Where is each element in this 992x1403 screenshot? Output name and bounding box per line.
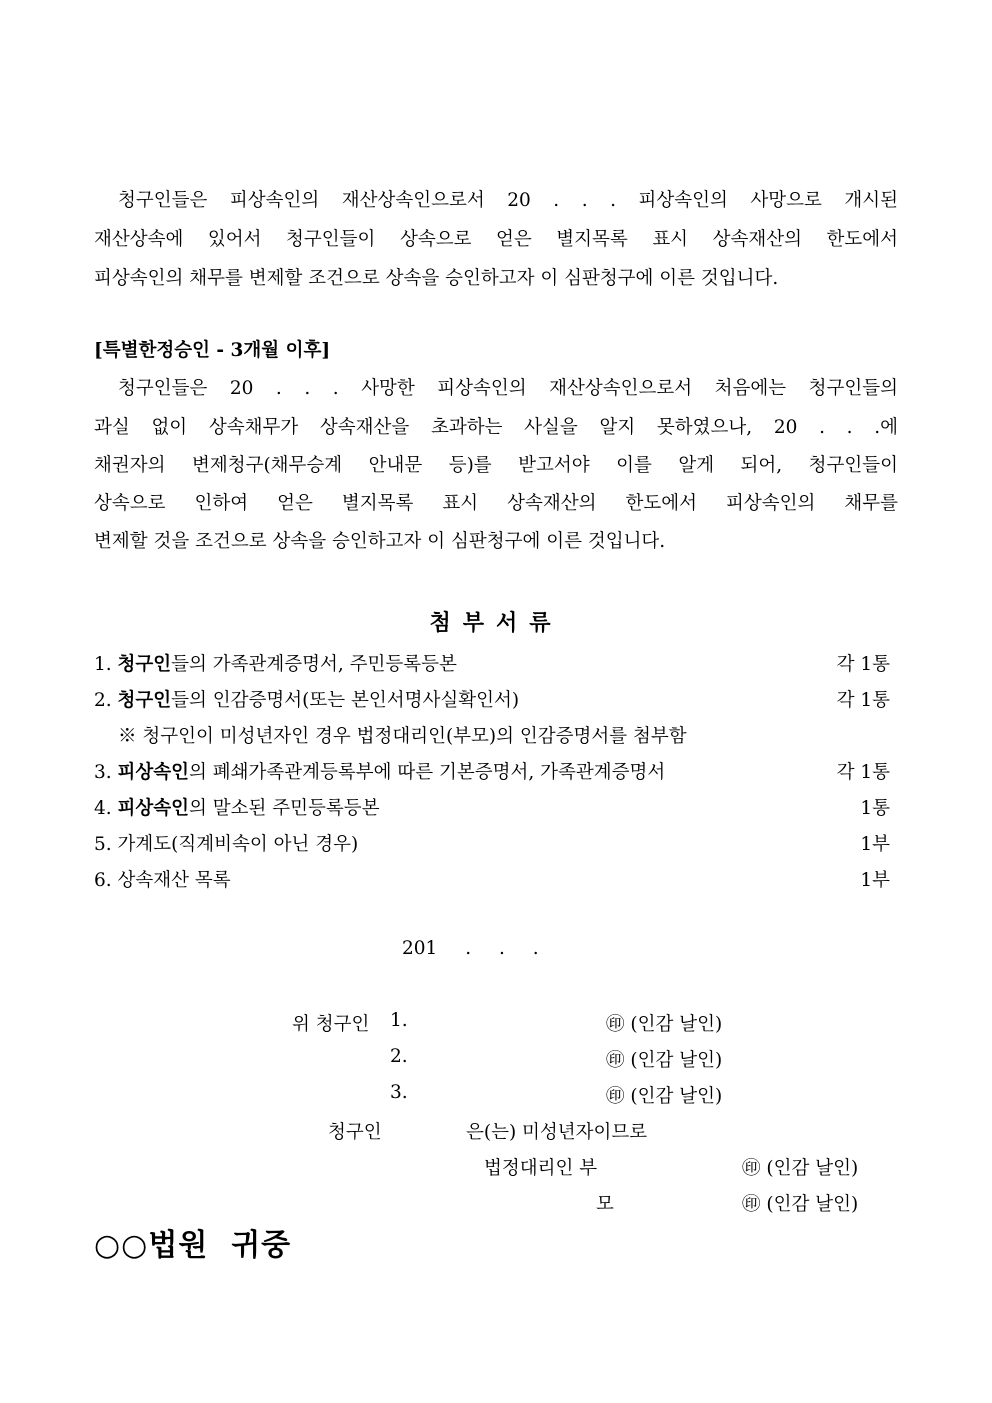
- item-text: 가계도(직계비속이 아닌 경우): [117, 834, 359, 855]
- guardian-mother-seal: ㊞ (인감 날인): [742, 1194, 859, 1215]
- item-bold: 피상속인: [117, 798, 190, 819]
- intro-line-3: 피상속인의 채무를 변제할 조건으로 상속을 승인하고자 이 심판청구에 이른 것입니다.: [94, 268, 779, 289]
- signer-number-3: 3.: [390, 1082, 408, 1103]
- item-text: 의 말소된 주민등록등본: [189, 798, 380, 819]
- intro-line-2: 재산상속에 있어서 청구인들이 상속으로 얻은 별지목록 표시 상속재산의 한도에서: [94, 229, 898, 250]
- signer-seal-1: ㊞ (인감 날인): [606, 1014, 723, 1035]
- attachment-qty-6: 1부: [860, 870, 890, 891]
- item-number: 1.: [94, 654, 112, 675]
- attachment-item-4: [94, 794, 380, 820]
- item-text: 의 폐쇄가족관계등록부에 따른 기본증명서, 가족관계증명서: [189, 762, 666, 783]
- item-number: 2.: [94, 690, 112, 711]
- item-text: 들의 가족관계증명서, 주민등록등본: [171, 654, 457, 675]
- item-number: 6.: [94, 870, 112, 891]
- attachment-qty-2: 각 1통: [836, 690, 890, 711]
- special-line-3: 채권자의 변제청구(채무승계 안내문 등)를 받고서야 이를 알게 되어, 청구인들이: [94, 455, 898, 476]
- attachment-item-2: [94, 686, 519, 712]
- signer-number-2: 2.: [390, 1046, 408, 1067]
- attachments-title: 첨부서류: [429, 610, 563, 636]
- signer-number-1: 1.: [390, 1010, 408, 1031]
- attachment-qty-1: 각 1통: [836, 654, 890, 675]
- item-text: 상속재산 목록: [117, 870, 231, 891]
- signer-seal-3: ㊞ (인감 날인): [606, 1086, 723, 1107]
- attachment-qty-5: 1부: [860, 834, 890, 855]
- date-line: 201 . . .: [402, 938, 539, 959]
- court-addressee: ○○법원 귀중: [94, 1228, 292, 1263]
- intro-line-1: 청구인들은 피상속인의 재산상속인으로서 20 . . . 피상속인의 사망으로 개시된: [118, 190, 898, 211]
- attachment-qty-3: 각 1통: [836, 762, 890, 783]
- special-line-5: 변제할 것을 조건으로 상속을 승인하고자 이 심판청구에 이른 것입니다.: [94, 531, 666, 552]
- guardian-mother-label: 모: [596, 1194, 614, 1215]
- minor-text: 은(는) 미성년자이므로: [466, 1122, 648, 1143]
- item-bold: 청구인: [117, 690, 172, 711]
- attachment-item-1: [94, 650, 457, 676]
- minor-label: 청구인: [328, 1122, 382, 1143]
- signer-seal-2: ㊞ (인감 날인): [606, 1050, 723, 1071]
- signer-prefix: 위 청구인: [292, 1014, 370, 1035]
- attachment-qty-4: 1통: [860, 798, 890, 819]
- guardian-father-label: 법정대리인 부: [484, 1158, 598, 1179]
- attachment-item-3: [94, 758, 665, 784]
- item-number: 4.: [94, 798, 112, 819]
- special-line-4: 상속으로 인하여 얻은 별지목록 표시 상속재산의 한도에서 피상속인의 채무를: [94, 493, 898, 514]
- special-heading: [특별한정승인 - 3개월 이후]: [94, 340, 331, 361]
- special-line-1: 청구인들은 20 . . . 사망한 피상속인의 재산상속인으로서 처음에는 청구인들의: [118, 378, 898, 399]
- item-number: 3.: [94, 762, 112, 783]
- attachment-item-6: [94, 866, 231, 892]
- item-bold: 청구인: [117, 654, 172, 675]
- special-line-2: 과실 없이 상속채무가 상속재산을 초과하는 사실을 알지 못하였으나, 20 . . .에: [94, 417, 898, 438]
- item-text: 들의 인감증명서(또는 본인서명사실확인서): [171, 690, 520, 711]
- item-bold: 피상속인: [117, 762, 190, 783]
- attachment-item-5: [94, 830, 358, 856]
- item-number: 5.: [94, 834, 112, 855]
- attachment-note: ※ 청구인이 미성년자인 경우 법정대리인(부모)의 인감증명서를 첨부함: [118, 726, 687, 747]
- guardian-father-seal: ㊞ (인감 날인): [742, 1158, 859, 1179]
